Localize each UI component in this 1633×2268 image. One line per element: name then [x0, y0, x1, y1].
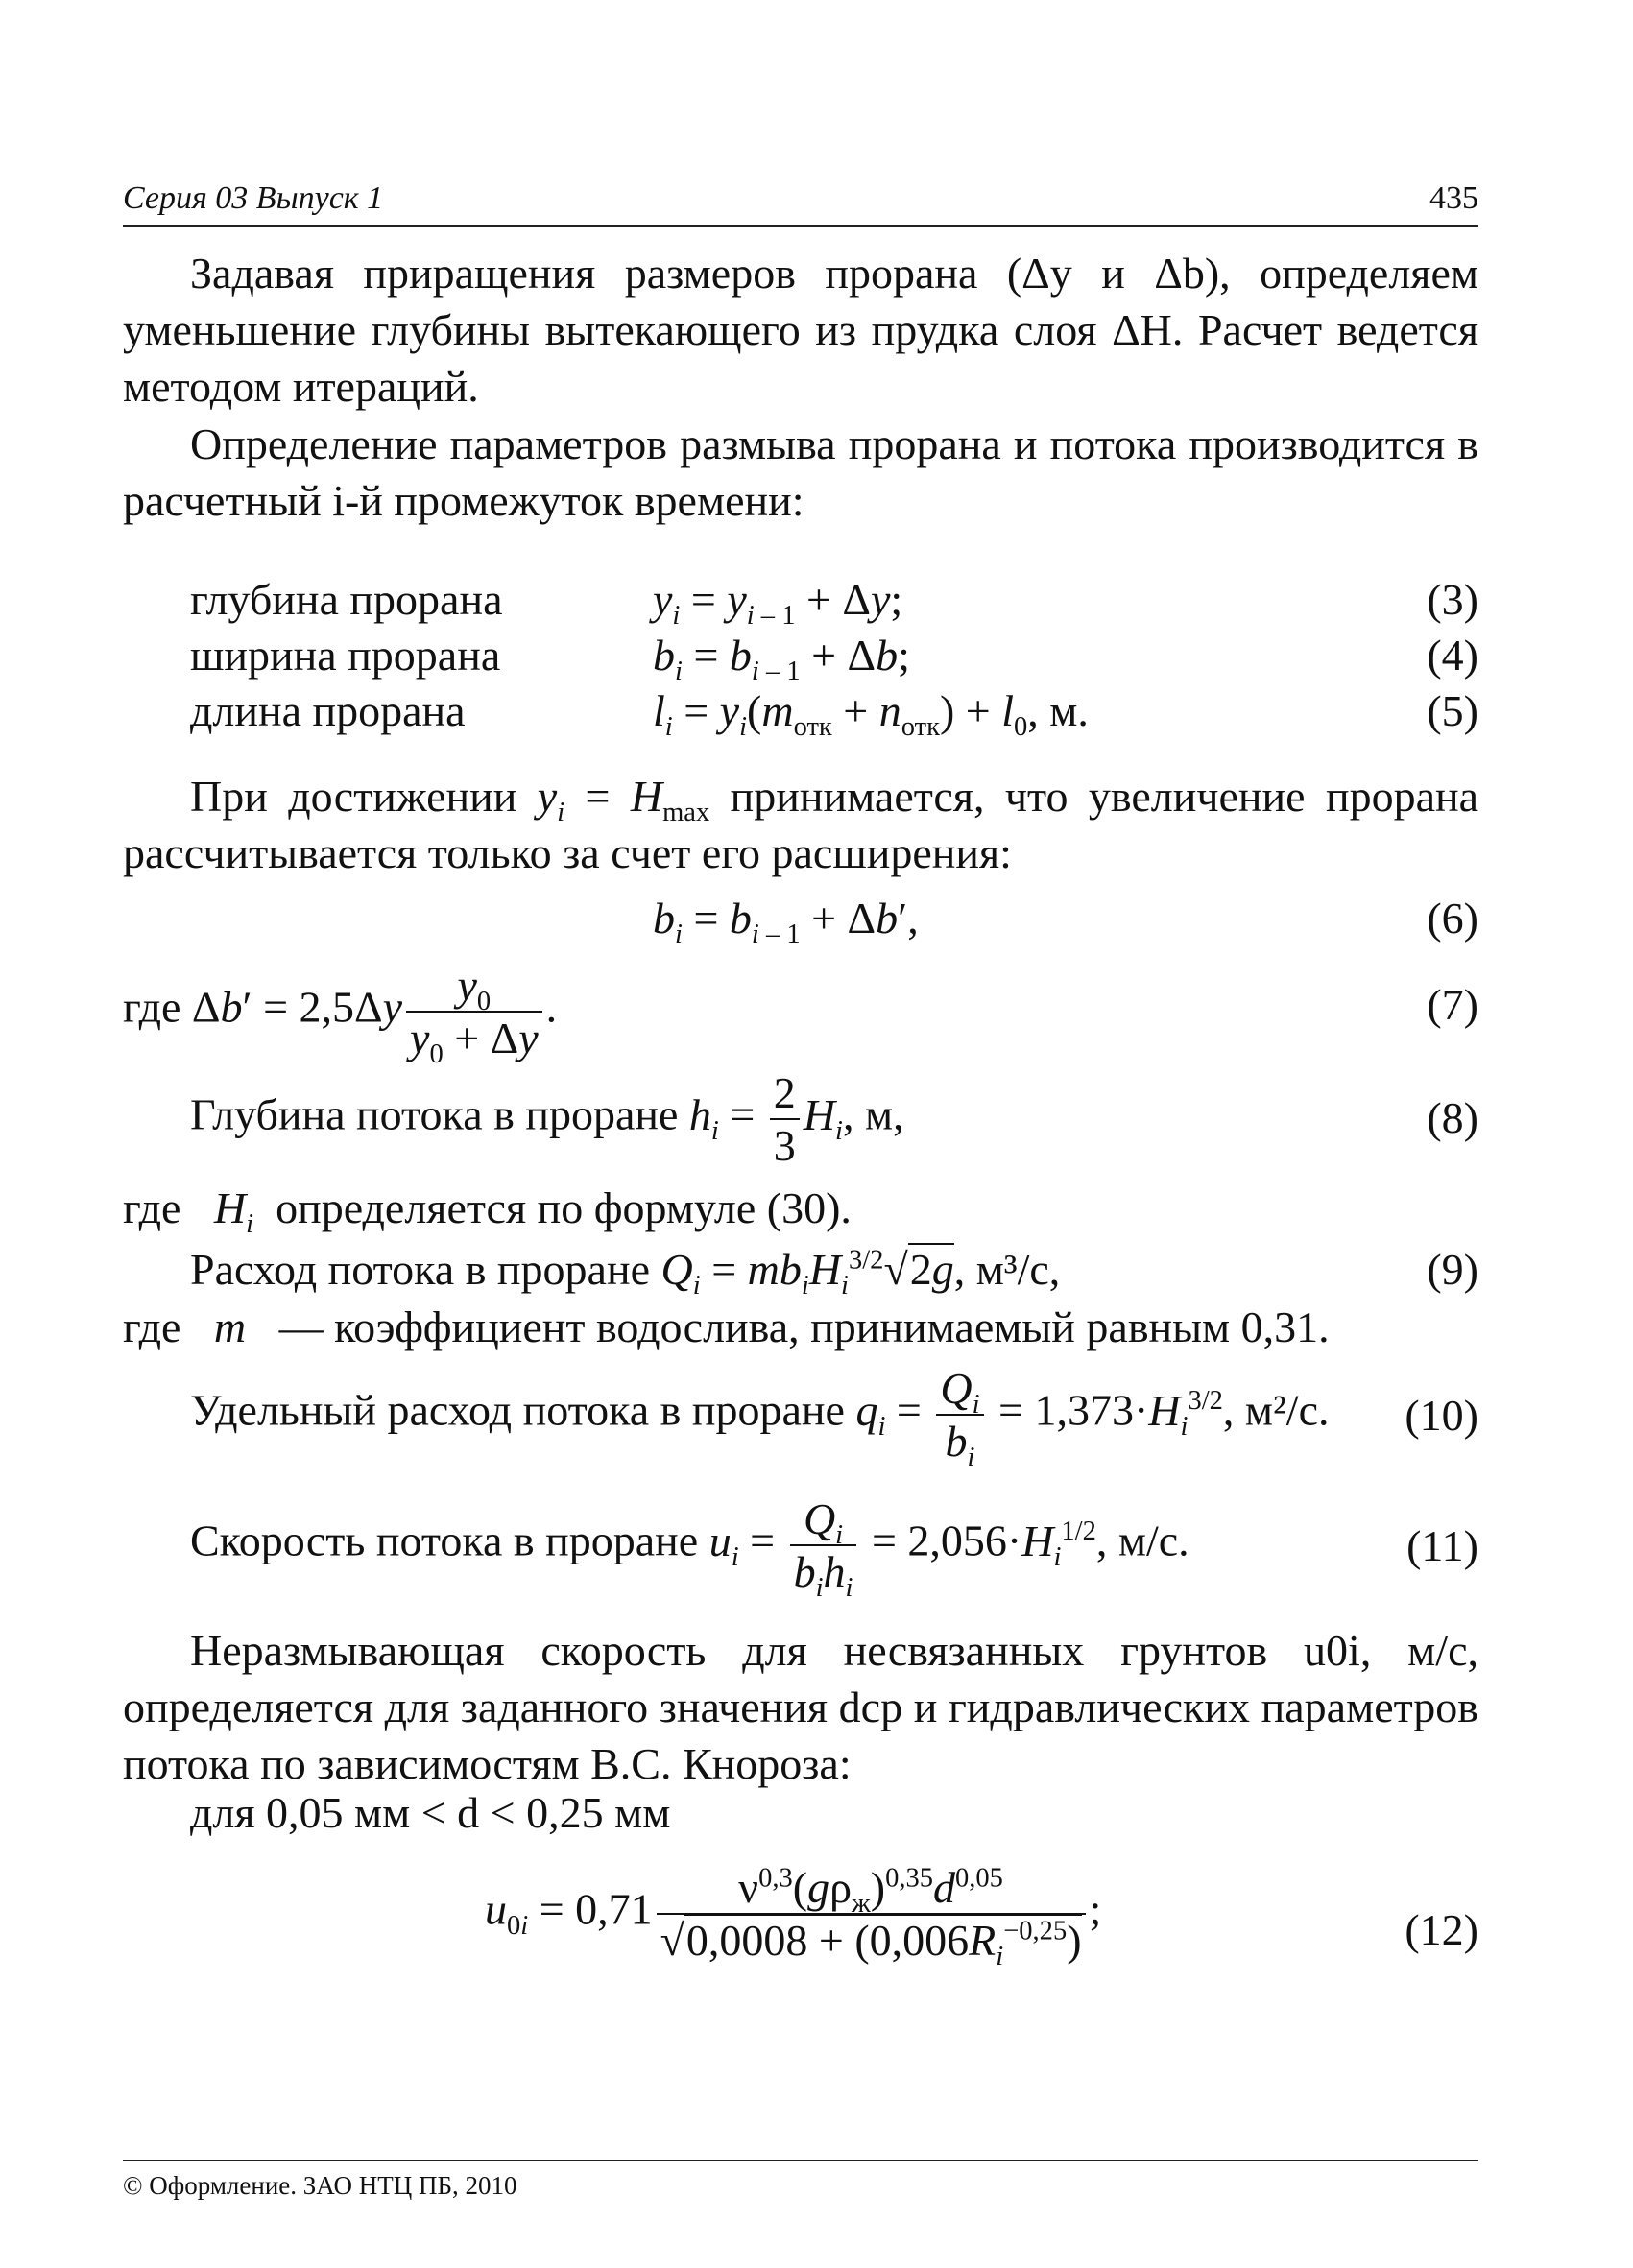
footer-divider: [123, 2160, 1478, 2161]
eq3-label: глубина прорана: [190, 575, 503, 624]
eq4-formula: $b_i = b_{i - 1} + \Delta b$;: [653, 631, 910, 687]
eq4-label: ширина прорана: [190, 631, 501, 680]
eq5-formula: $l_i = y_i(m_{отк} + n_{отк}) + l_0$, м.: [653, 686, 1089, 743]
eq10-number: (10): [1405, 1391, 1478, 1440]
eq10-formula: Удельный расход потока в проране $q_i$ = $\frac{Q_i}{b_i}$ = $1,373\cdot H_i^{3/2}$, м²/с.: [190, 1364, 1330, 1473]
paragraph-3-rest: принимается, что увеличение прорана рассчитывается только за счет его расширения:: [123, 772, 1479, 877]
series-label: Серия 03 Выпуск 1: [123, 180, 384, 216]
eq9-text: Расход потока в проране: [190, 1245, 651, 1294]
eq11-text: Скорость потока в проране: [190, 1516, 699, 1565]
eq4-number: (4): [1427, 631, 1478, 680]
eq8-unit: , м,: [842, 1089, 904, 1139]
paragraph-4: Неразмывающая скорость для несвязанных грунтов u0i, м/с, определяется для заданного значения dср и гидравлических параметров потока по зависимостям В.С. Кнороза:: [123, 1626, 1478, 1788]
where-h-rest: определяется по формуле (30).: [276, 1183, 852, 1232]
page-header: [123, 175, 1478, 227]
where-m-rest: — коэффициент водослива, принимаемый равным 0,31.: [278, 1302, 1330, 1351]
eq11-unit: , м/с.: [1095, 1516, 1189, 1565]
eq10-unit: , м²/с.: [1222, 1385, 1330, 1435]
eq5-label: длина прорана: [190, 686, 466, 735]
where-m: где m — коэффициент водослива, принимаемый равным 0,31.: [123, 1302, 1330, 1351]
eq9-unit: , м³/с,: [953, 1245, 1061, 1294]
eq8-number: (8): [1427, 1093, 1478, 1142]
eq9-formula: Расход потока в проране $Q_i = mb_iH_i^{3/2}√2g$, м³/с,: [190, 1245, 1061, 1301]
paragraph-3-lead: При достижении: [190, 772, 517, 821]
eq6-formula: $b_i = b_{i - 1} + \Delta b'$,: [653, 894, 919, 950]
eq10-coef: 1,373: [1034, 1385, 1134, 1435]
eq10-text: Удельный расход потока в проране: [190, 1385, 845, 1435]
eq12-coef: 0,71: [575, 1884, 653, 1934]
eq12-number: (12): [1405, 1905, 1478, 1954]
where-h-lead: где: [123, 1183, 181, 1232]
eq9-number: (9): [1427, 1245, 1478, 1294]
paragraph-5: для 0,05 мм < d < 0,25 мм: [190, 1788, 671, 1837]
eq7-lead: где: [123, 982, 181, 1032]
eq12-formula: $u_{0i} = 0,71$ $\frac{\nu^{0,3}(g\rho_ж)^{0,35}d^{0,05}}{√0,0008 + (0,006R_i^{-0,25})}$ ;: [485, 1863, 1102, 1972]
eq8-text: Глубина потока в проране: [190, 1089, 679, 1139]
eq8-formula: Глубина потока в проране $h_i$ = $\frac{2}{3}$ $H_i$, м,: [190, 1068, 904, 1170]
page-number: 435: [1429, 180, 1478, 216]
eq5-number: (5): [1427, 686, 1478, 735]
footer-copyright: © Оформление. ЗАО НТЦ ПБ, 2010: [123, 2171, 517, 2200]
eq11-number: (11): [1406, 1521, 1478, 1570]
eq11-formula: Скорость потока в проране $u_i$ = $\frac{Q_i}{b_ih_i}$ = $2,056\cdot H_i^{1/2}$, м/с.: [190, 1494, 1189, 1604]
where-h: где $H_i$ определяется по формуле (30).: [123, 1183, 852, 1240]
eq3-formula: $y_i = y_{i - 1} + \Delta y$;: [653, 575, 903, 632]
eq11-coef: 2,056: [907, 1516, 1007, 1565]
eq7-formula: где Δb′ = 2,5Δy $\frac{y_0}{y_0 + \Delta y}$ .: [123, 961, 558, 1070]
eq7-number: (7): [1427, 980, 1478, 1029]
paragraph-2: Определение параметров размыва прорана и потока производится в расчетный i-й промежуток времени:: [123, 419, 1478, 525]
paragraph-1: Задавая приращения размеров прорана (Δy и Δb), определяем уменьшение глубины вытекающего из прудка слоя ΔH. Расчет ведется методом итераций.: [123, 249, 1478, 411]
paragraph-3: При достижении $y_i = H_{max}$ принимается, что увеличение прорана рассчитывается только за счет его расширения:: [123, 772, 1479, 877]
eq3-number: (3): [1427, 575, 1478, 624]
eq5-unit: , м.: [1027, 686, 1089, 735]
where-m-lead: где: [123, 1302, 181, 1351]
eq6-number: (6): [1427, 894, 1478, 943]
